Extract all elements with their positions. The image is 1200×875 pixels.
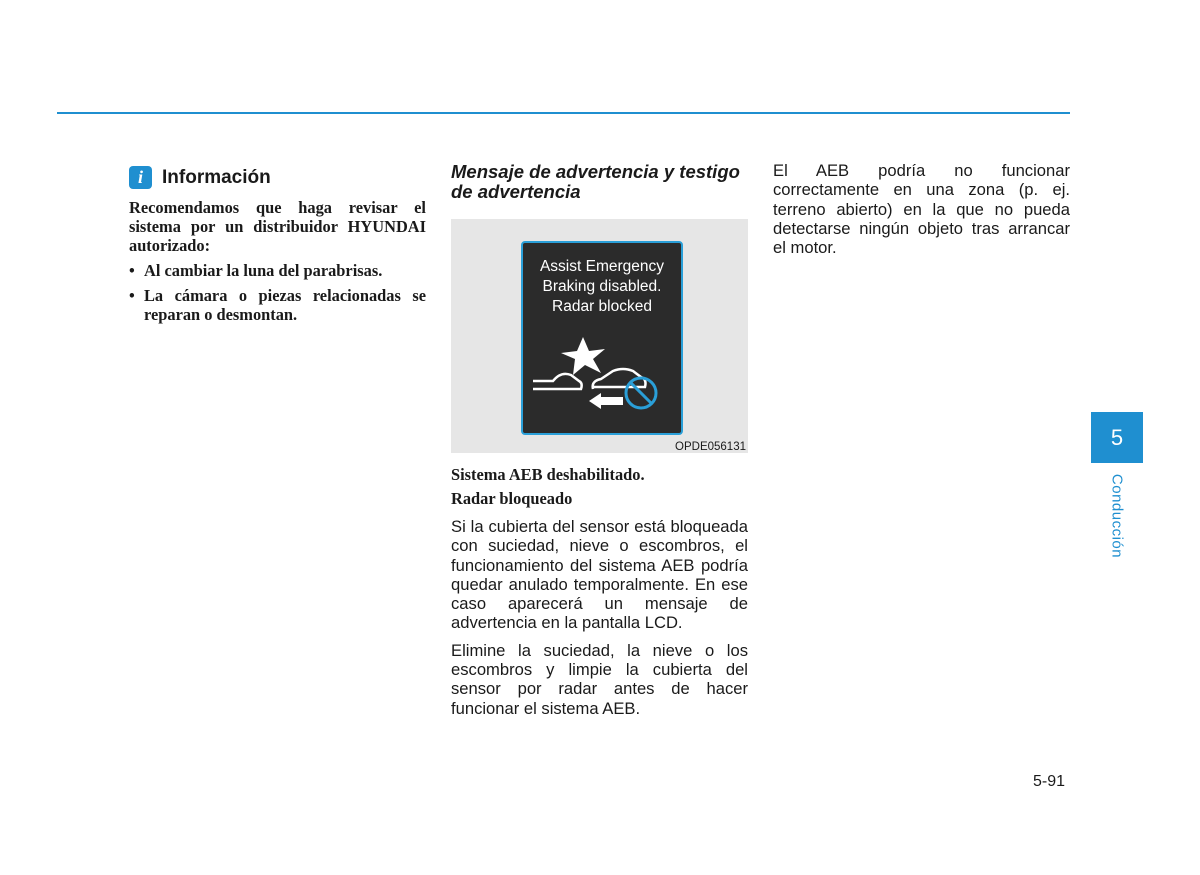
info-intro: Recomendamos que haga revisar el sistema por un distribuidor HYUNDAI autorizado:: [129, 198, 426, 255]
bullet-icon: •: [129, 286, 135, 305]
section-title: Mensaje de advertencia y testigo de advertencia: [451, 161, 740, 202]
info-icon: i: [129, 166, 152, 189]
lcd-line: Assist Emergency: [539, 258, 665, 275]
body-paragraph: Elimine la suciedad, la nieve o los escombros y limpie la cubierta del sensor por radar antes de hacer funcionar el sistema AEB.: [451, 640, 748, 718]
prohibited-icon: [626, 378, 656, 408]
info-header: [129, 166, 426, 189]
list-item-text: La cámara o piezas relacionadas se reparan o desmontan.: [144, 286, 426, 324]
list-item: [129, 286, 426, 324]
bullet-icon: •: [129, 261, 135, 280]
info-list: [129, 261, 426, 324]
lcd-line: Braking disabled.: [542, 278, 662, 295]
own-car-icon: [533, 374, 582, 389]
lcd-message: [523, 257, 681, 317]
chapter-tab: 5: [1091, 412, 1143, 463]
body-paragraph: Si la cubierta del sensor está bloqueada con suciedad, nieve o escombros, el funcionamiento del sistema AEB podría quedar anulado temporalmente. En ese caso aparecerá un mensaje de advertencia en la pantalla LCD.: [451, 517, 748, 633]
info-title: Información: [162, 166, 271, 188]
chapter-label: Conducción: [1108, 473, 1126, 559]
body-paragraph: El AEB podría no funcionar correctamente en una zona (p. ej. terreno abierto) en la que no pueda detectarse ningún objeto tras arrancar el motor.: [773, 161, 1070, 258]
caption-line: Sistema AEB deshabilitado.: [451, 465, 645, 484]
lcd-line: Radar blocked: [552, 298, 652, 315]
arrow-left-icon: [589, 393, 623, 409]
list-item-text: Al cambiar la luna del parabrisas.: [144, 261, 383, 280]
figure-code: OPDE056131: [675, 441, 746, 453]
info-box: [129, 166, 426, 330]
column-three: [773, 161, 1070, 265]
radar-blocked-icon: [523, 331, 681, 421]
collision-star-icon: [561, 337, 605, 375]
list-item: [129, 261, 426, 280]
cluster-figure: [451, 219, 748, 453]
figure-caption: [451, 463, 748, 511]
caption-line: Radar bloqueado: [451, 489, 573, 508]
warning-section: [451, 162, 748, 726]
page-number: 5-91: [1033, 773, 1066, 790]
lcd-screen: [521, 241, 683, 435]
top-divider: [57, 112, 1070, 114]
